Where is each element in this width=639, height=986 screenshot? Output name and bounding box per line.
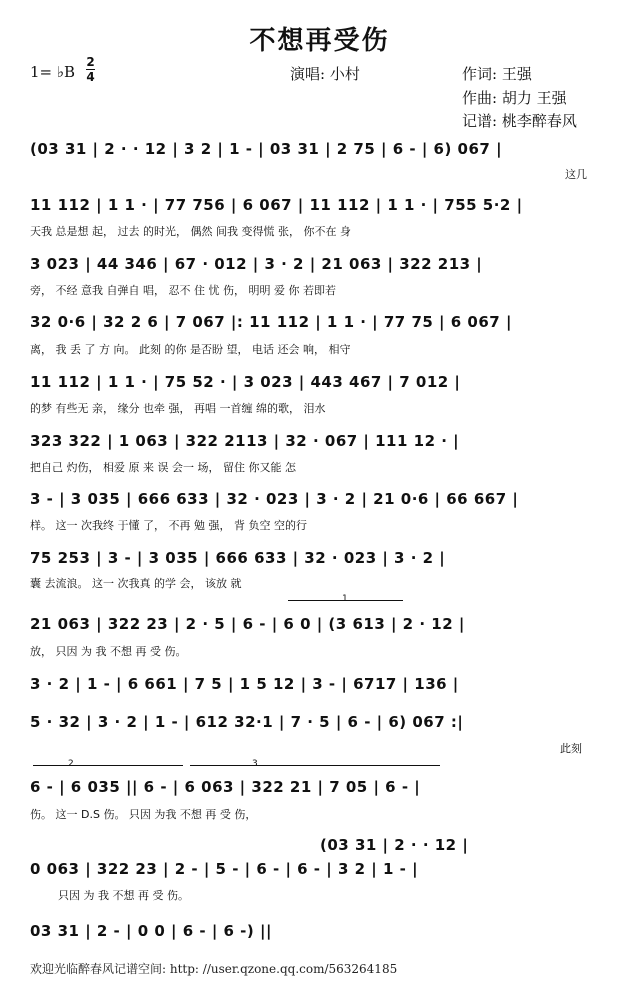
notation-insert: (03 31 | 2 · · 12 | xyxy=(320,836,469,854)
lyric-row: 囊 去流浪。 这一 次我真 的学 会， 该放 就 xyxy=(30,577,242,590)
key-signature: 1= ♭B xyxy=(30,63,75,81)
time-signature-top: 2 xyxy=(86,55,95,69)
lyric-row: 只因 为 我 不想 再 受 伤。 xyxy=(58,889,189,902)
lyric-row: 此刻 xyxy=(560,742,582,755)
notation-row: 32 0·6 | 32 2 6 | 7 067 |: 11 112 | 1 1 · | 77 75 | 6 067 | xyxy=(30,313,512,331)
notation-row: 21 063 | 322 23 | 2 · 5 | 6 - | 6 0 | (3 613 | 2 · 12 | xyxy=(30,615,465,633)
singer-credit: 演唱: 小村 xyxy=(290,65,360,83)
volta-1-label: 1 xyxy=(342,594,348,604)
notation-row: 6 - | 6 035 || 6 - | 6 063 | 322 21 | 7 05 | 6 - | xyxy=(30,778,421,796)
notation-row: 323 322 | 1 063 | 322 2113 | 32 · 067 | 111 12 · | xyxy=(30,432,460,450)
notation-row: 0 063 | 322 23 | 2 - | 5 - | 6 - | 6 - | 3 2 | 1 - | xyxy=(30,860,419,878)
triplet-label: 3 xyxy=(252,759,258,769)
lyricist-credit: 作词: 王强 xyxy=(462,65,532,83)
lyric-row: 的梦 有些无 亲， 缘分 也牵 强， 再唱 一首缠 绵的歌， 泪水 xyxy=(30,402,326,415)
lyric-row: 把自己 灼伤， 相爱 原 来 误 会一 场， 留住 你又能 怎 xyxy=(30,461,296,474)
lyric-row: 样。 这一 次我终 于懂 了， 不再 勉 强， 背 负空 空的行 xyxy=(30,519,307,532)
composer-credit: 作曲: 胡力 王强 xyxy=(462,89,567,107)
notation-row: 03 31 | 2 - | 0 0 | 6 - | 6 -) || xyxy=(30,922,272,940)
lyric-row: 离， 我 丢 了 方 向。 此刻 的你 是否盼 望， 电话 还会 响， 相守 xyxy=(30,343,351,356)
page-title: 不想再受伤 xyxy=(249,26,390,56)
lyric-row: 这几 xyxy=(565,168,587,181)
notation-row: 3 · 2 | 1 - | 6 661 | 7 5 | 1 5 12 | 3 - | 6717 | 136 | xyxy=(30,675,459,693)
volta-2-label: 2 xyxy=(68,759,74,769)
footer-text: 欢迎光临醉春风记谱空间: http: //user.qzone.qq.com/563264185 xyxy=(30,962,398,976)
notation-row: 5 · 32 | 3 · 2 | 1 - | 612 32·1 | 7 · 5 | 6 - | 6) 067 :| xyxy=(30,713,464,731)
notation-row: 75 253 | 3 - | 3 035 | 666 633 | 32 · 023 | 3 · 2 | xyxy=(30,549,446,567)
volta-bracket-2 xyxy=(33,765,183,766)
lyric-row: 放， 只因 为 我 不想 再 受 伤。 xyxy=(30,645,187,658)
time-signature xyxy=(86,56,95,83)
notation-row: 11 112 | 1 1 · | 77 756 | 6 067 | 11 112 | 1 1 · | 755 5·2 | xyxy=(30,196,523,214)
lyric-row: 天我 总是想 起， 过去 的时光， 偶然 间我 变得慌 张， 你不在 身 xyxy=(30,225,351,238)
lyric-row: 旁， 不经 意我 自弹自 唱， 忍不 住 忧 伤， 明明 爱 你 若即若 xyxy=(30,284,336,297)
notation-row: 3 023 | 44 346 | 67 · 012 | 3 · 2 | 21 063 | 322 213 | xyxy=(30,255,483,273)
lyric-row: 伤。 这一 D.S 伤。 只因 为我 不想 再 受 伤， xyxy=(30,808,257,821)
time-signature-bottom: 4 xyxy=(86,70,95,84)
notation-row: (03 31 | 2 · · 12 | 3 2 | 1 - | 03 31 | 2 75 | 6 - | 6) 067 | xyxy=(30,140,503,158)
triplet-slur xyxy=(190,765,440,766)
notation-row: 11 112 | 1 1 · | 75 52 · | 3 023 | 443 467 | 7 012 | xyxy=(30,373,461,391)
transcriber-credit: 记谱: 桃李醉春风 xyxy=(462,112,577,130)
notation-row: 3 - | 3 035 | 666 633 | 32 · 023 | 3 · 2 | 21 0·6 | 66 667 | xyxy=(30,490,519,508)
